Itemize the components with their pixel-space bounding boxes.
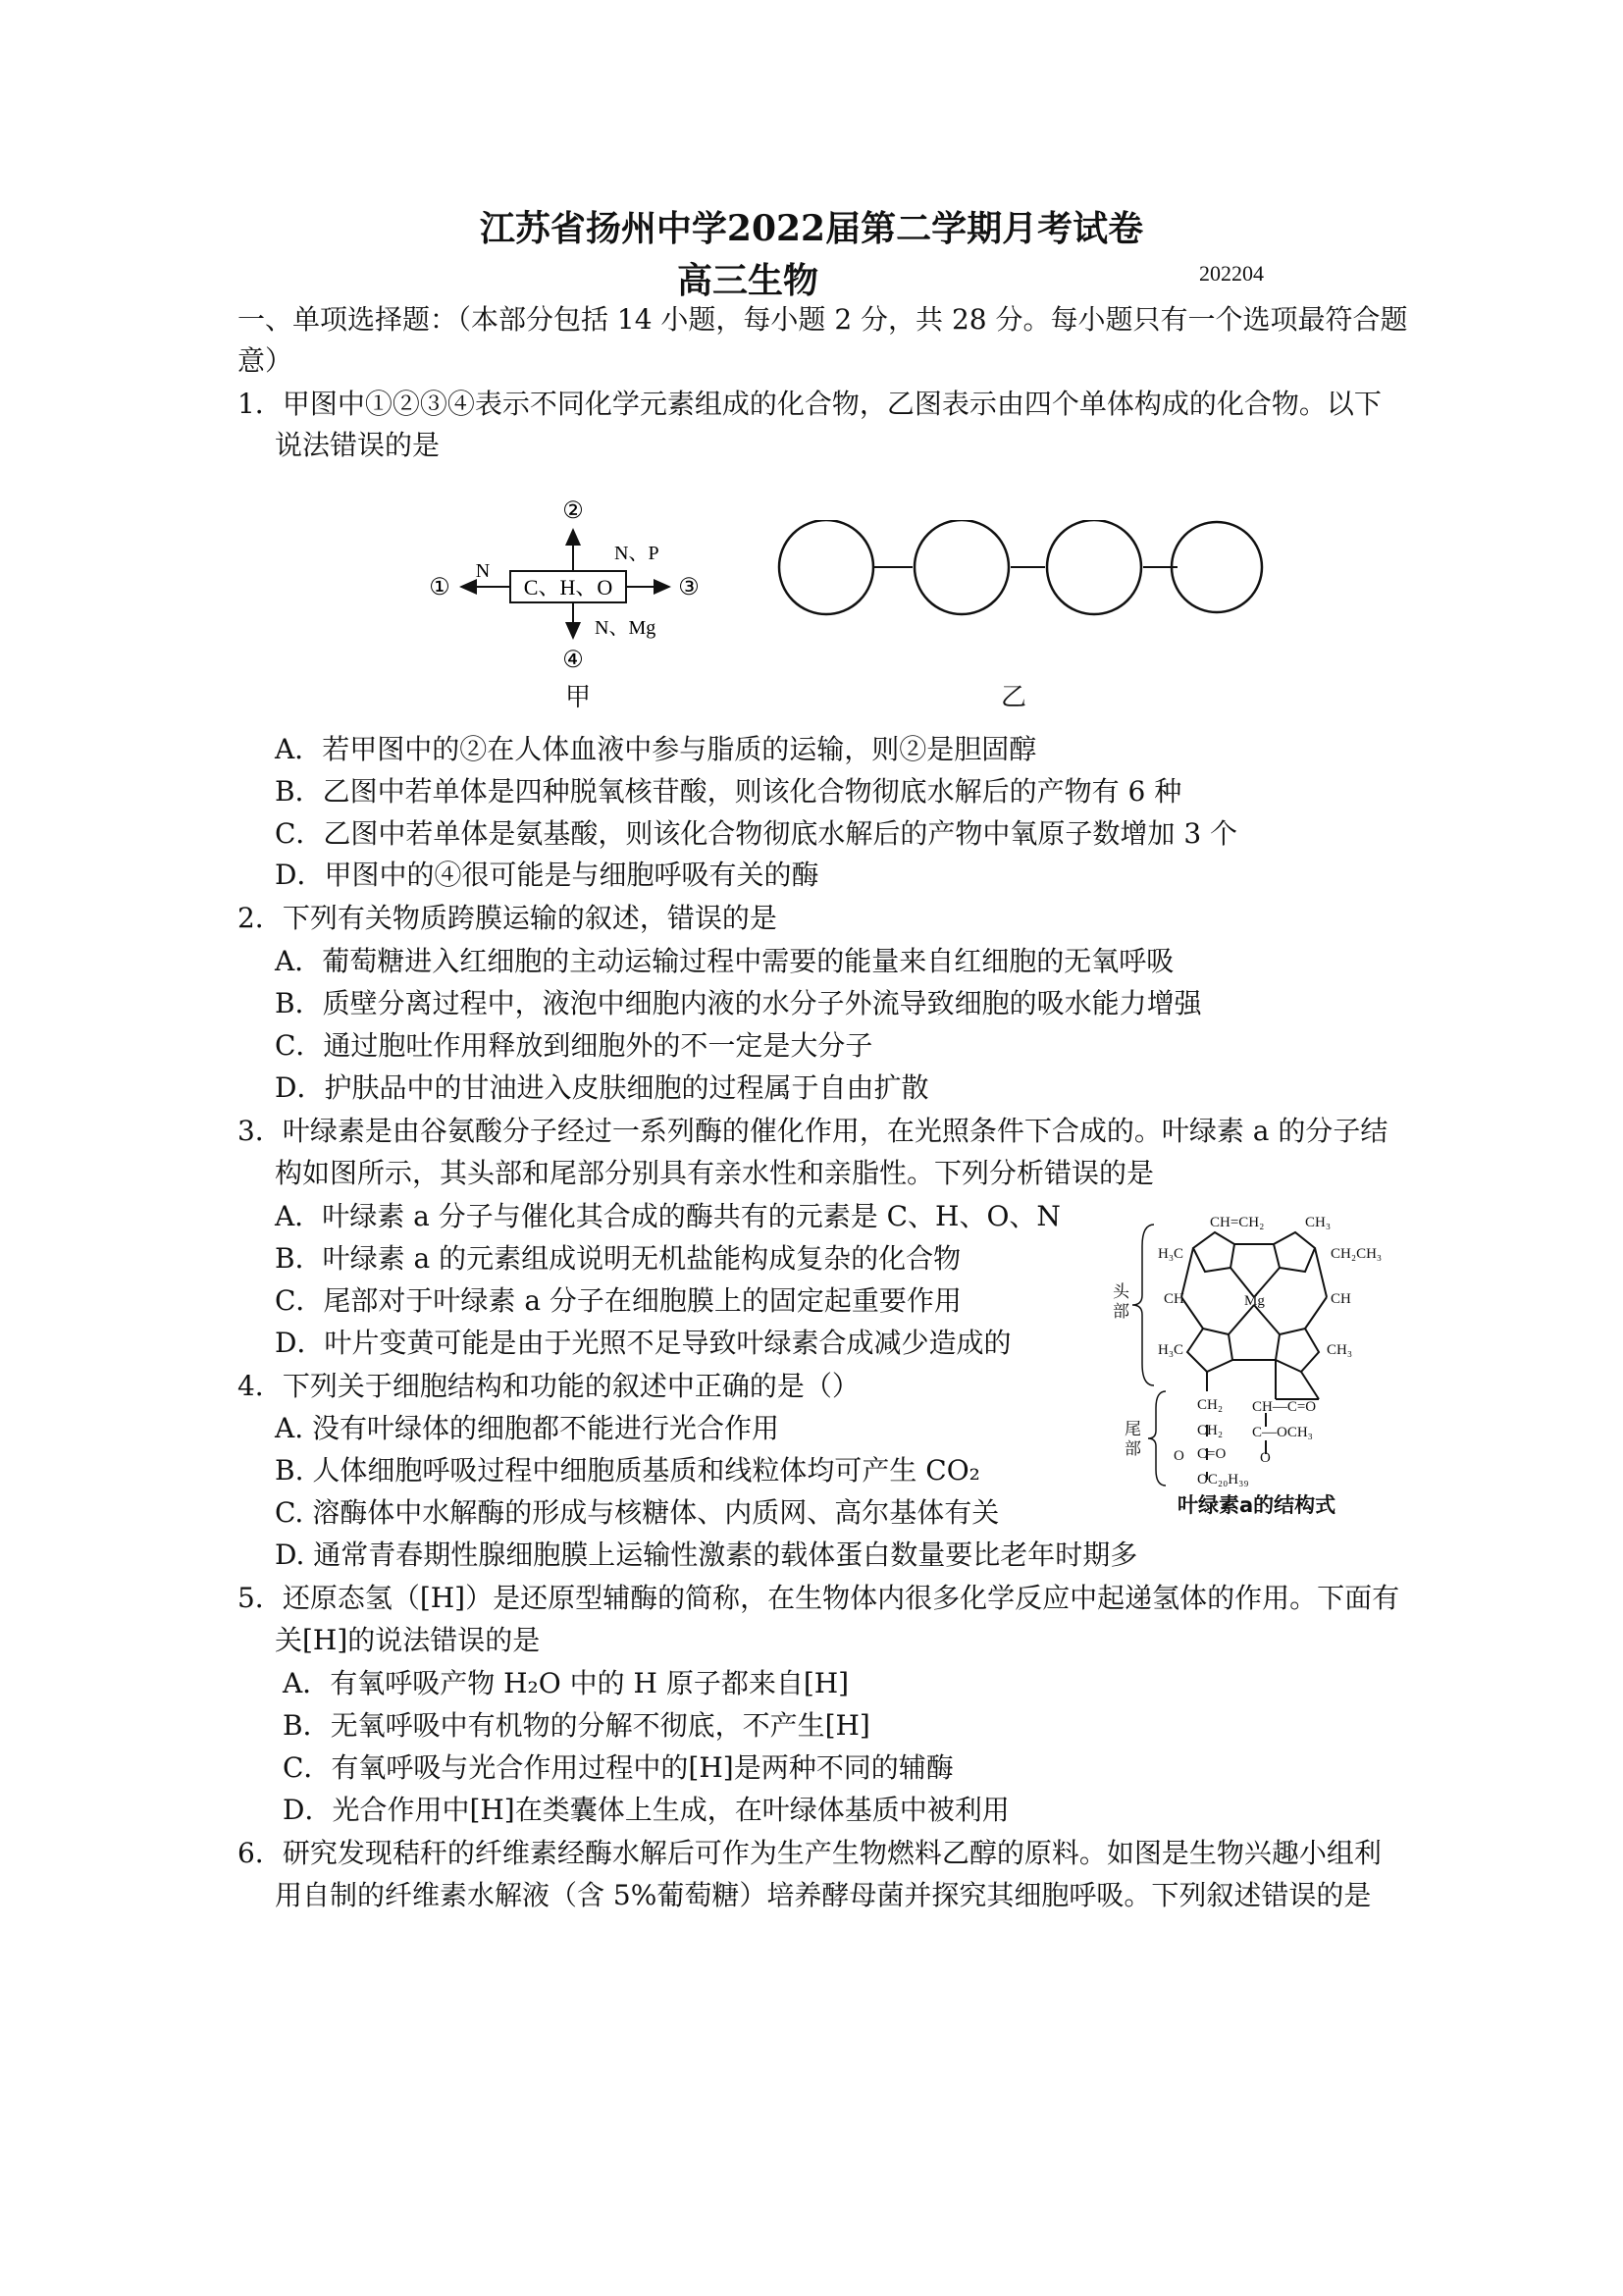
exam-title: 江苏省扬州中学2022届第二学期月考试卷: [479, 208, 1144, 249]
chl-ch-left: CH: [1164, 1291, 1184, 1307]
q2-stem: 2．下列有关物质跨膜运输的叙述，错误的是: [237, 902, 777, 934]
q3-stem-line2: 构如图所示，其头部和尾部分别具有亲水性和亲脂性。下列分析错误的是: [275, 1157, 1155, 1189]
q3-stem-line1: 3．叶绿素是由谷氨酸分子经过一系列酶的催化作用，在光照条件下合成的。叶绿素 a 的分子结: [237, 1115, 1388, 1147]
exam-subtitle: 高三生物: [677, 260, 819, 301]
chl-ch2-a: CH₂: [1197, 1397, 1224, 1413]
figure-jia-caption: 甲: [565, 683, 592, 712]
chlorophyll-caption: 叶绿素a的结构式: [1178, 1493, 1336, 1517]
q1-option-b: B．乙图中若单体是四种脱氧核苷酸，则该化合物彻底水解后的产物有 6 种: [275, 775, 1182, 808]
q3-option-a: A．叶绿素 a 分子与催化其合成的酶共有的元素是 C、H、O、N: [275, 1200, 1061, 1232]
jia-center-label: C、H、O: [523, 575, 613, 600]
chl-ch-right: CH: [1331, 1291, 1351, 1307]
q4-option-b: B. 人体细胞呼吸过程中细胞质基质和线粒体均可产生 CO₂: [275, 1454, 980, 1487]
chl-mg: Mg: [1244, 1293, 1265, 1309]
q5-option-a: A．有氧呼吸产物 H₂O 中的 H 原子都来自[H]: [283, 1667, 850, 1699]
chl-c-o-och3: C—OCH₃: [1252, 1425, 1313, 1440]
q1-stem-line1: 1．甲图中①②③④表示不同化学元素组成的化合物，乙图表示由四个单体构成的化合物。以下: [237, 388, 1382, 420]
chl-h3c-left: H₃C: [1158, 1246, 1184, 1262]
tail-label-2: 部: [1125, 1439, 1141, 1458]
jia-label-2: ②: [562, 498, 584, 524]
jia-label-4: ④: [562, 648, 584, 673]
chl-vinyl: CH=CH₂: [1210, 1215, 1265, 1230]
q1-stem-line2: 说法错误的是: [275, 429, 441, 461]
jia-bottom-right-elements: N、Mg: [595, 617, 656, 639]
chl-o-left: O: [1174, 1448, 1184, 1464]
jia-top-right-elements: N、P: [614, 543, 659, 564]
q3-option-c: C．尾部对于叶绿素 a 分子在细胞膜上的固定起重要作用: [275, 1284, 962, 1317]
q4-stem: 4．下列关于细胞结构和功能的叙述中正确的是（）: [237, 1370, 860, 1402]
yi-monomer-4: [1172, 522, 1262, 612]
q1-option-c: C．乙图中若单体是氨基酸，则该化合物彻底水解后的产物中氧原子数增加 3 个: [275, 817, 1238, 850]
tail-brace: [1148, 1391, 1166, 1486]
yi-monomer-2: [915, 520, 1009, 614]
q6-stem-line1: 6．研究发现秸秆的纤维素经酶水解后可作为生产生物燃料乙醇的原料。如图是生物兴趣小组利: [237, 1837, 1382, 1869]
section-heading-line2: 意）: [237, 344, 293, 377]
q2-option-c: C．通过胞吐作用释放到细胞外的不一定是大分子: [275, 1029, 873, 1062]
q6-stem-line2: 用自制的纤维素水解液（含 5%葡萄糖）培养酵母菌并探究其细胞呼吸。下列叙述错误的是: [275, 1879, 1372, 1911]
tail-label-1: 尾: [1125, 1420, 1141, 1438]
pyrrole-ring-2: [1274, 1232, 1315, 1272]
q2-option-b: B．质壁分离过程中，液泡中细胞内液的水分子外流导致细胞的吸水能力增强: [275, 987, 1202, 1019]
q5-stem-line1: 5．还原态氢（[H]）是还原型辅酶的简称，在生物体内很多化学反应中起递氢体的作用。下面有: [237, 1582, 1400, 1614]
chl-ch2-b: CH₂: [1197, 1423, 1224, 1438]
jia-left-element: N: [475, 560, 491, 582]
yi-monomer-1: [779, 520, 873, 614]
q5-stem-line2: 关[H]的说法错误的是: [275, 1624, 541, 1656]
head-label-2: 部: [1113, 1302, 1129, 1321]
chl-oc20: OC₂₀H₃₉: [1197, 1472, 1249, 1487]
exam-date: 202204: [1199, 261, 1264, 286]
chl-o: O: [1260, 1450, 1271, 1466]
q3-option-d: D．叶片变黄可能是由于光照不足导致叶绿素合成减少造成的: [275, 1327, 1012, 1359]
q4-option-d: D. 通常青春期性腺细胞膜上运输性激素的载体蛋白数量要比老年时期多: [275, 1539, 1138, 1571]
chl-c-o: C=O: [1197, 1446, 1227, 1462]
q5-option-b: B．无氧呼吸中有机物的分解不彻底，不产生[H]: [283, 1709, 870, 1742]
figure-yi-caption: 乙: [1001, 683, 1027, 712]
jia-label-1: ①: [429, 575, 450, 600]
chl-ch-c-o: CH—C=O: [1252, 1399, 1317, 1415]
q5-option-d: D．光合作用中[H]在类囊体上生成，在叶绿体基质中被利用: [283, 1794, 1010, 1826]
head-brace: [1132, 1225, 1154, 1385]
q1-option-a: A．若甲图中的②在人体血液中参与脂质的运输，则②是胆固醇: [275, 733, 1037, 765]
q5-option-c: C．有氧呼吸与光合作用过程中的[H]是两种不同的辅酶: [283, 1751, 954, 1784]
q4-option-c: C. 溶酶体中水解酶的形成与核糖体、内质网、高尔基体有关: [275, 1496, 1000, 1529]
q2-option-a: A．葡萄糖进入红细胞的主动运输过程中需要的能量来自红细胞的无氧呼吸: [275, 945, 1175, 977]
jia-label-3: ③: [678, 575, 700, 600]
chl-h3c-left2: H₃C: [1158, 1342, 1184, 1358]
q3-option-b: B．叶绿素 a 的元素组成说明无机盐能构成复杂的化合物: [275, 1242, 962, 1275]
pyrrole-ring-1: [1193, 1232, 1234, 1272]
figure-yi: [775, 520, 1266, 618]
section-heading-line1: 一、单项选择题：（本部分包括 14 小题，每小题 2 分，共 28 分。每小题只有一个选项最符合题: [237, 303, 1408, 336]
pyrrole-ring-3: [1276, 1329, 1319, 1372]
yi-monomer-3: [1047, 520, 1141, 614]
chl-ch3-right: CH₃: [1327, 1342, 1353, 1358]
q2-option-d: D．护肤品中的甘油进入皮肤细胞的过程属于自由扩散: [275, 1071, 929, 1104]
chlorophyll-figure: [1109, 1207, 1433, 1511]
pyrrole-ring-4: [1187, 1329, 1232, 1372]
chl-ethyl: CH₂CH₃: [1331, 1246, 1383, 1262]
q1-option-d: D．甲图中的④很可能是与细胞呼吸有关的酶: [275, 859, 819, 891]
head-label-1: 头: [1113, 1282, 1129, 1301]
q4-option-a: A. 没有叶绿体的细胞都不能进行光合作用: [275, 1412, 780, 1444]
chl-ch3-top: CH₃: [1305, 1215, 1332, 1230]
